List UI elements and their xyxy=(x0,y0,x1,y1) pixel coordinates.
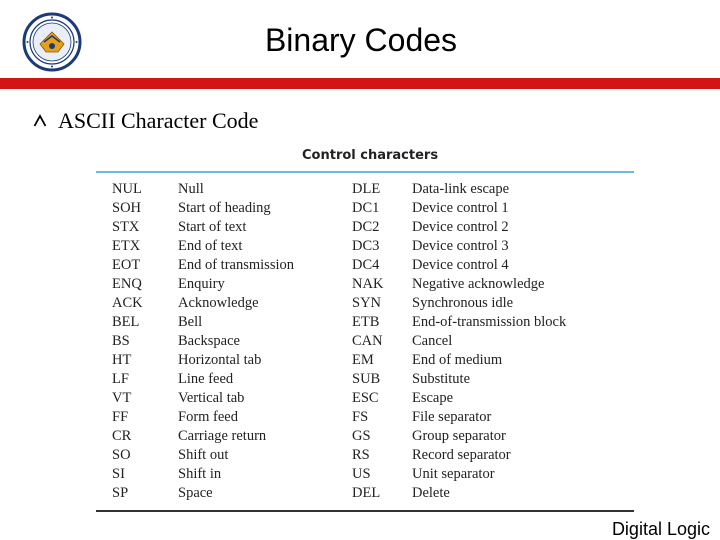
table-row xyxy=(0,332,720,351)
code-abbrev-cell: NUL xyxy=(112,181,142,197)
table-top-rule xyxy=(96,171,634,173)
bullet-item xyxy=(33,108,258,134)
code-meaning-cell: Delete xyxy=(412,485,450,501)
code-meaning-cell: Substitute xyxy=(412,371,471,387)
code-abbrev-cell: SP xyxy=(112,485,129,501)
table-row xyxy=(0,313,720,332)
code-abbrev-cell: DLE xyxy=(352,181,381,197)
code-abbrev-cell: ESC xyxy=(352,390,379,406)
code-abbrev-cell: SI xyxy=(112,466,125,482)
code-abbrev-cell: EOT xyxy=(112,257,141,273)
code-meaning-cell: Data-link escape xyxy=(412,181,510,197)
code-meaning-cell: Horizontal tab xyxy=(178,352,262,368)
code-meaning-cell: End of transmission xyxy=(178,257,294,273)
code-abbrev-cell: DC2 xyxy=(352,219,380,235)
code-abbrev-cell: SO xyxy=(112,447,131,463)
code-abbrev-cell: SYN xyxy=(352,295,382,311)
code-abbrev-cell: DC4 xyxy=(352,257,380,273)
code-abbrev-cell: ETX xyxy=(112,238,141,254)
code-abbrev-cell: GS xyxy=(352,428,371,444)
code-abbrev-cell: BS xyxy=(112,333,130,349)
code-abbrev-cell: CAN xyxy=(352,333,383,349)
code-abbrev-cell: FF xyxy=(112,409,129,425)
table-row xyxy=(0,446,720,465)
code-meaning-cell: End of medium xyxy=(412,352,503,368)
table-row xyxy=(0,199,720,218)
code-meaning-cell: Group separator xyxy=(412,428,506,444)
code-abbrev-cell: FS xyxy=(352,409,369,425)
table-row xyxy=(0,484,720,503)
code-meaning-cell: Carriage return xyxy=(178,428,267,444)
code-abbrev-cell: STX xyxy=(112,219,140,235)
table-row xyxy=(0,389,720,408)
code-meaning-cell: Unit separator xyxy=(412,466,495,482)
code-abbrev-cell: SOH xyxy=(112,200,142,216)
code-meaning-cell: Start of heading xyxy=(178,200,271,216)
code-abbrev-cell: SUB xyxy=(352,371,381,387)
code-meaning-cell: Vertical tab xyxy=(178,390,245,406)
table-row xyxy=(0,294,720,313)
code-meaning-cell: Start of text xyxy=(178,219,247,235)
code-abbrev-cell: DC3 xyxy=(352,238,380,254)
code-meaning-cell: Shift in xyxy=(178,466,222,482)
code-meaning-cell: End-of-transmission block xyxy=(412,314,567,330)
code-meaning-cell: Synchronous idle xyxy=(412,295,514,311)
code-abbrev-cell: RS xyxy=(352,447,370,463)
code-abbrev-cell: BEL xyxy=(112,314,140,330)
caret-bullet-icon xyxy=(33,114,47,128)
table-row xyxy=(0,237,720,256)
code-abbrev-cell: DC1 xyxy=(352,200,380,216)
code-meaning-cell: Null xyxy=(178,181,204,197)
code-abbrev-cell: LF xyxy=(112,371,129,387)
code-meaning-cell: Negative acknowledge xyxy=(412,276,545,292)
footer-course-name: Digital Logic xyxy=(611,519,710,539)
bullet-text: ASCII Character Code xyxy=(58,108,259,133)
code-meaning-cell: Device control 4 xyxy=(412,257,509,273)
code-meaning-cell: Form feed xyxy=(178,409,238,425)
table-row xyxy=(0,218,720,237)
code-meaning-cell: Escape xyxy=(412,390,454,406)
table-row xyxy=(0,351,720,370)
code-meaning-cell: Space xyxy=(178,485,213,501)
title-underline-bar xyxy=(0,78,720,89)
code-abbrev-cell: ENQ xyxy=(112,276,142,292)
table-row xyxy=(0,256,720,275)
code-meaning-cell: Backspace xyxy=(178,333,240,349)
code-abbrev-cell: NAK xyxy=(352,276,384,292)
code-abbrev-cell: EM xyxy=(352,352,374,368)
code-abbrev-cell: VT xyxy=(112,390,132,406)
code-meaning-cell: Acknowledge xyxy=(178,295,259,311)
table-row xyxy=(0,427,720,446)
slide-title: Binary Codes xyxy=(264,22,458,58)
code-meaning-cell: Line feed xyxy=(178,371,234,387)
table-row xyxy=(0,465,720,484)
code-abbrev-cell: CR xyxy=(112,428,132,444)
table-bottom-rule xyxy=(96,510,634,512)
code-meaning-cell: Enquiry xyxy=(178,276,225,292)
code-meaning-cell: File separator xyxy=(412,409,492,425)
table-row xyxy=(0,180,720,199)
table-heading: Control characters xyxy=(302,148,439,163)
table-row xyxy=(0,275,720,294)
code-meaning-cell: Cancel xyxy=(412,333,453,349)
code-meaning-cell: Shift out xyxy=(178,447,229,463)
code-meaning-cell: Device control 3 xyxy=(412,238,509,254)
code-meaning-cell: Record separator xyxy=(412,447,511,463)
code-abbrev-cell: HT xyxy=(112,352,132,368)
code-meaning-cell: Device control 1 xyxy=(412,200,509,216)
code-abbrev-cell: US xyxy=(352,466,371,482)
code-abbrev-cell: ACK xyxy=(112,295,143,311)
code-abbrev-cell: ETB xyxy=(352,314,380,330)
code-meaning-cell: End of text xyxy=(178,238,243,254)
table-row xyxy=(0,408,720,427)
code-meaning-cell: Device control 2 xyxy=(412,219,509,235)
table-row xyxy=(0,370,720,389)
code-meaning-cell: Bell xyxy=(178,314,203,330)
code-abbrev-cell: DEL xyxy=(352,485,381,501)
